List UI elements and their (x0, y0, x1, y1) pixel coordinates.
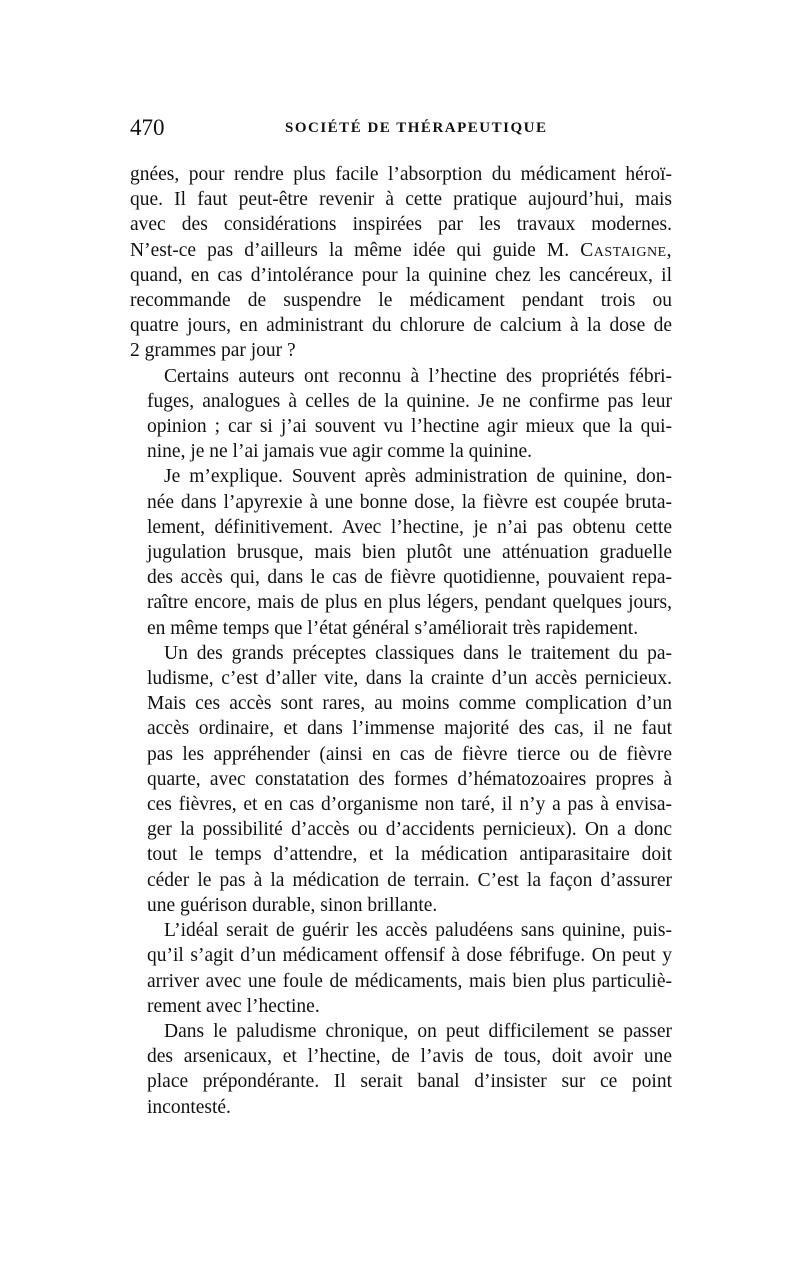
journal-title: SOCIÉTÉ DE THÉRAPEUTIQUE (285, 120, 548, 136)
text-line: ces fièvres, et en cas d’organisme non taré, il n’y a pas à envisa- (147, 794, 672, 816)
text-line: lement, définitivement. Avec l’hectine, je n’ai pas obtenu cette (147, 516, 672, 538)
author-name-smallcaps: Castaigne, (580, 239, 672, 261)
text-line: L’idéal serait de guérir les accès paludéens sans quinine, puis- (164, 920, 672, 942)
text-line: quatre jours, en administrant du chlorure de calcium à la dose de (130, 315, 672, 337)
text-line: jugulation brusque, mais bien plutôt une atténuation graduelle (147, 542, 672, 564)
text-line: des arsenicaux, et l’hectine, de l’avis de tous, doit avoir une (147, 1046, 672, 1068)
text-line: Un des grands préceptes classiques dans le traitement du pa- (164, 642, 672, 664)
text-line: 2 grammes par jour ? (130, 340, 296, 362)
paragraph (130, 364, 672, 465)
text-line: ger la possibilité d’accès ou d’accidents pernicieux). On a donc (147, 819, 672, 841)
paragraph (130, 162, 672, 364)
text-line: Mais ces accès sont rares, au moins comme complication d’un (147, 693, 672, 715)
text-line: gnées, pour rendre plus facile l’absorption du médicament héroï- (130, 164, 672, 185)
text-line: raître encore, mais de plus en plus légers, pendant quelques jours, (147, 592, 672, 614)
text-line: une guérison durable, sinon brillante. (147, 894, 438, 916)
text-line: rement avec l’hectine. (147, 995, 320, 1017)
text-line: nine, je ne l’ai jamais vue agir comme la quinine. (147, 441, 532, 463)
text-line: fuges, analogues à celles de la quinine. Je ne confirme pas leur (147, 390, 672, 412)
text-line: Dans le paludisme chronique, on peut difficilement se passer (164, 1020, 672, 1042)
text-line: accès ordinaire, et dans l’immense majorité des cas, il ne faut (147, 718, 672, 740)
text-line: des accès qui, dans le cas de fièvre quotidienne, pouvaient repa- (147, 567, 672, 589)
text-line: quand, en cas d’intolérance pour la quinine chez les cancéreux, il (130, 264, 672, 286)
text-line: née dans l’apyrexie à une bonne dose, la fièvre est coupée bruta- (147, 491, 672, 513)
text-line: que. Il faut peut-être revenir à cette pratique aujourd’hui, mais (130, 189, 672, 211)
text-line: Je m’explique. Souvent après administration de quinine, don- (164, 466, 672, 488)
paragraph (130, 1019, 672, 1120)
text-line: Certains auteurs ont reconnu à l’hectine des propriétés fébri- (164, 365, 672, 387)
paragraph (130, 464, 672, 640)
text-line: qu’il s’agit d’un médicament offensif à dose fébrifuge. On peut y (147, 945, 672, 967)
paragraph (130, 641, 672, 918)
text-line: en même temps que l’état général s’améliorait très rapidement. (147, 617, 639, 639)
text-line: place prépondérante. Il serait banal d’insister sur ce point (147, 1071, 672, 1093)
text-line: ludisme, c’est d’aller vite, dans la crainte d’un accès pernicieux. (147, 668, 672, 690)
text-line: arriver avec une foule de médicaments, mais bien plus particuliè- (147, 970, 672, 992)
paragraph (130, 918, 672, 1019)
text-line: recommande de suspendre le médicament pendant trois ou (130, 290, 672, 312)
text-segment: N’est-ce pas d’ailleurs la même idée qui guide M. (130, 239, 581, 261)
page-number: 470 (130, 115, 165, 140)
text-line: quarte, avec constatation des formes d’hématozoaires propres à (147, 768, 672, 790)
text-line: avec des considérations inspirées par les travaux modernes. (130, 214, 672, 236)
text-line: incontesté. (147, 1096, 231, 1118)
text-line: céder le pas à la médication de terrain. C’est la façon d’assurer (147, 869, 672, 891)
text-line: pas les appréhender (ainsi en cas de fièvre tierce ou de fièvre (147, 743, 672, 765)
text-line-with-name (130, 238, 672, 263)
running-head (130, 112, 680, 144)
body-text (130, 162, 672, 1120)
text-line: tout le temps d’attendre, et la médication antiparasitaire doit (147, 844, 672, 866)
text-line: opinion ; car si j’ai souvent vu l’hectine agir mieux que la qui- (147, 416, 672, 438)
